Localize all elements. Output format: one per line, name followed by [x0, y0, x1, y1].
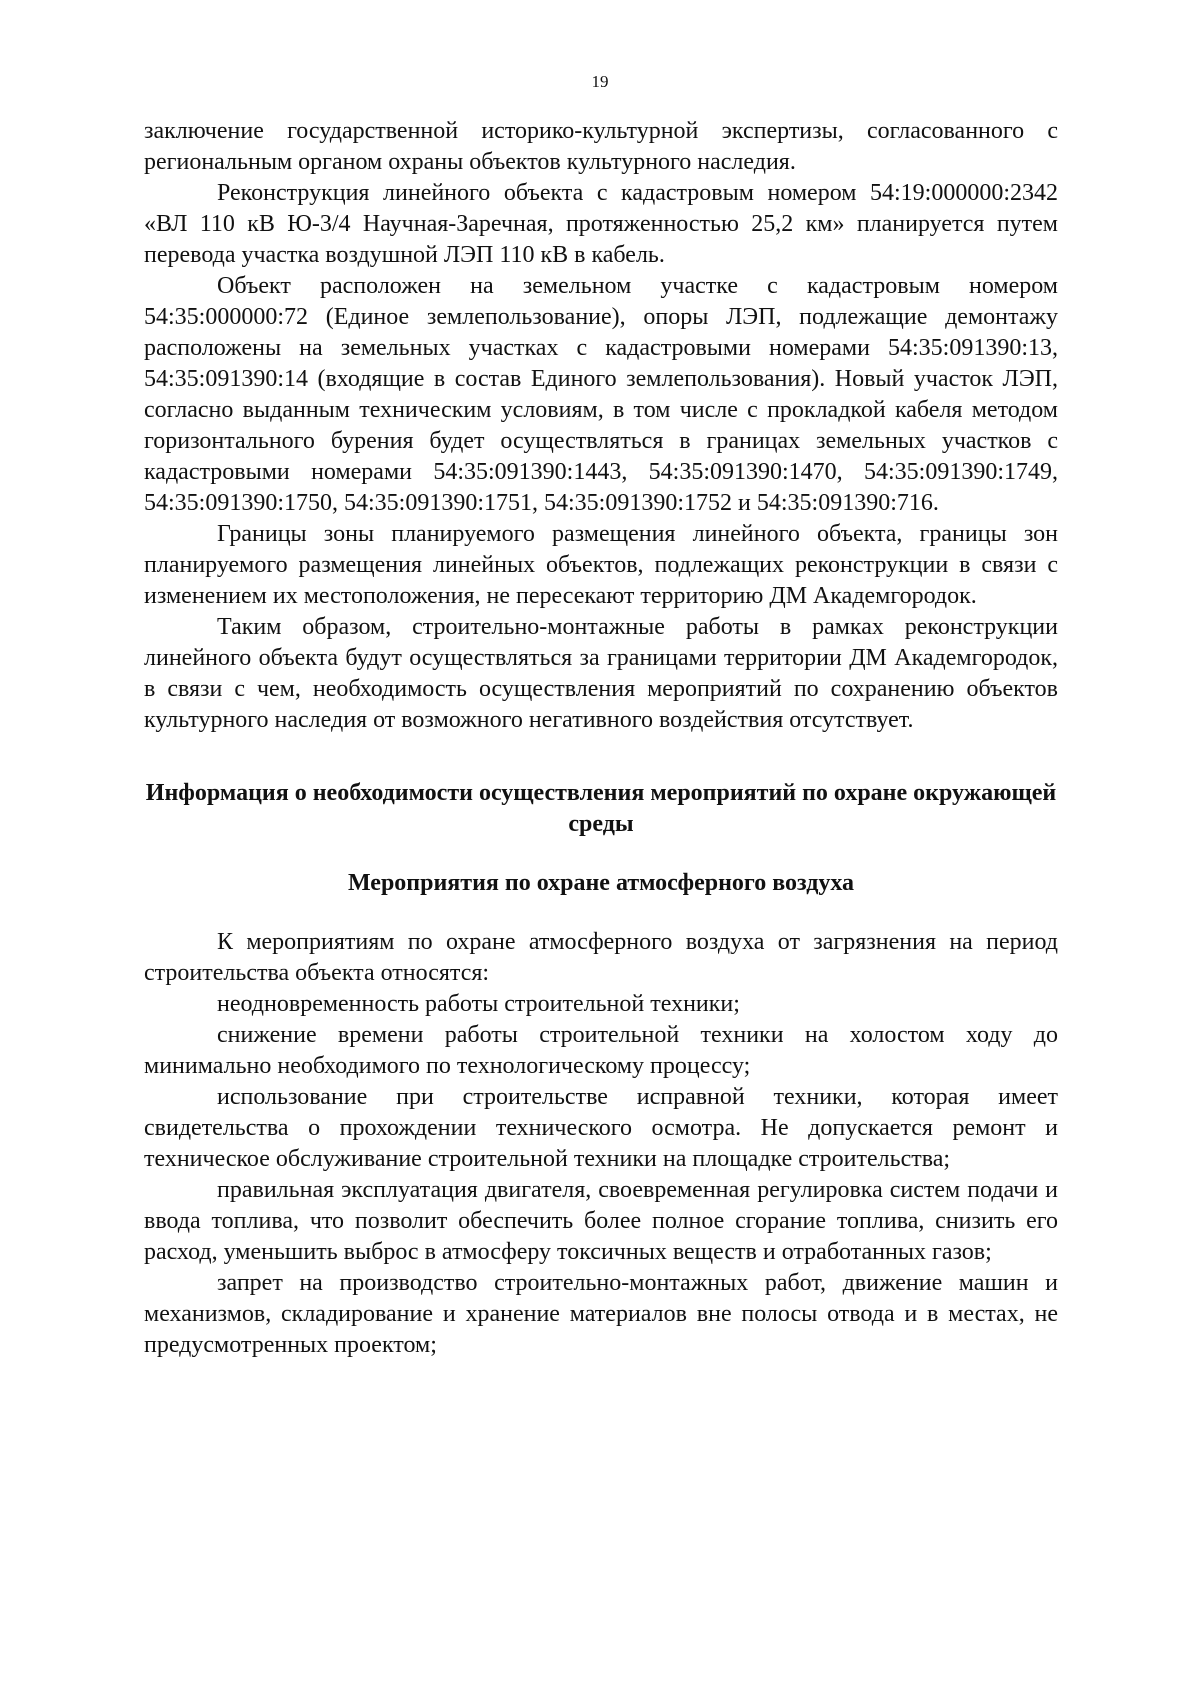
paragraph: Реконструкция линейного объекта с кадастровым номером 54:19:000000:2342 «ВЛ 110 кВ Ю-3/4 Научная-Заречная, протяженностью 25,2 км» планируется путем перевода участка воздушной ЛЭП 110 кВ в кабель. [144, 180, 1058, 268]
document-body [144, 116, 1058, 1361]
list-item: снижение времени работы строительной техники на холостом ходу до минимально необходимого по технологическому процессу; [144, 1022, 1058, 1079]
list-item: неодновременность работы строительной техники; [217, 991, 740, 1017]
subsection-heading: Мероприятия по охране атмосферного воздуха [347, 870, 855, 896]
list-item: использование при строительстве исправной техники, которая имеет свидетельства о прохождении технического осмотра. Не допускается ремонт и техническое обслуживание строительной техники на площадке строительства; [144, 1084, 1058, 1172]
section-heading: Информация о необходимости осуществления мероприятий по охране окружающей среды [145, 780, 1057, 837]
list-item: запрет на производство строительно-монтажных работ, движение машин и механизмов, складирование и хранение материалов вне полосы отвода и в местах, не предусмотренных проектом; [144, 1270, 1058, 1358]
page-number: 19 [591, 72, 609, 91]
paragraph: К мероприятиям по охране атмосферного воздуха от загрязнения на период строительства объекта относятся: [144, 929, 1058, 986]
paragraph: заключение государственной историко-культурной экспертизы, согласованного с региональным органом охраны объектов культурного наследия. [144, 118, 1058, 175]
paragraph: Границы зоны планируемого размещения линейного объекта, границы зон планируемого размещения линейных объектов, подлежащих реконструкции в связи с изменением их местоположения, не пересекают территорию ДМ Академгородок. [144, 521, 1058, 609]
paragraph: Таким образом, строительно-монтажные работы в рамках реконструкции линейного объекта будут осуществляться за границами территории ДМ Академгородок, в связи с чем, необходимость осуществления мероприятий по сохранению объектов культурного наследия от возможного негативного воздействия отсутствует. [144, 614, 1058, 733]
list-item: правильная эксплуатация двигателя, своевременная регулировка систем подачи и ввода топлива, что позволит обеспечить более полное сгорание топлива, снизить его расход, уменьшить выброс в атмосферу токсичных веществ и отработанных газов; [144, 1177, 1058, 1265]
paragraph: Объект расположен на земельном участке с кадастровым номером 54:35:000000:72 (Единое землепользование), опоры ЛЭП, подлежащие демонтажу расположены на земельных участках с кадастровыми номерами 54:35:091390:13, 54:35:091390:14 (входящие в состав Единого землепользования). Новый участок ЛЭП, согласно выданным техническим условиям, в том числе с прокладкой кабеля методом горизонтального бурения будет осуществляться в границах земельных участков с кадастровыми номерами 54:35:091390:1443, 54:35:091390:1470, 54:35:091390:1749, 54:35:091390:1750, 54:35:091390:1751, 54:35:091390:1752 и 54:35:091390:716. [144, 273, 1058, 516]
